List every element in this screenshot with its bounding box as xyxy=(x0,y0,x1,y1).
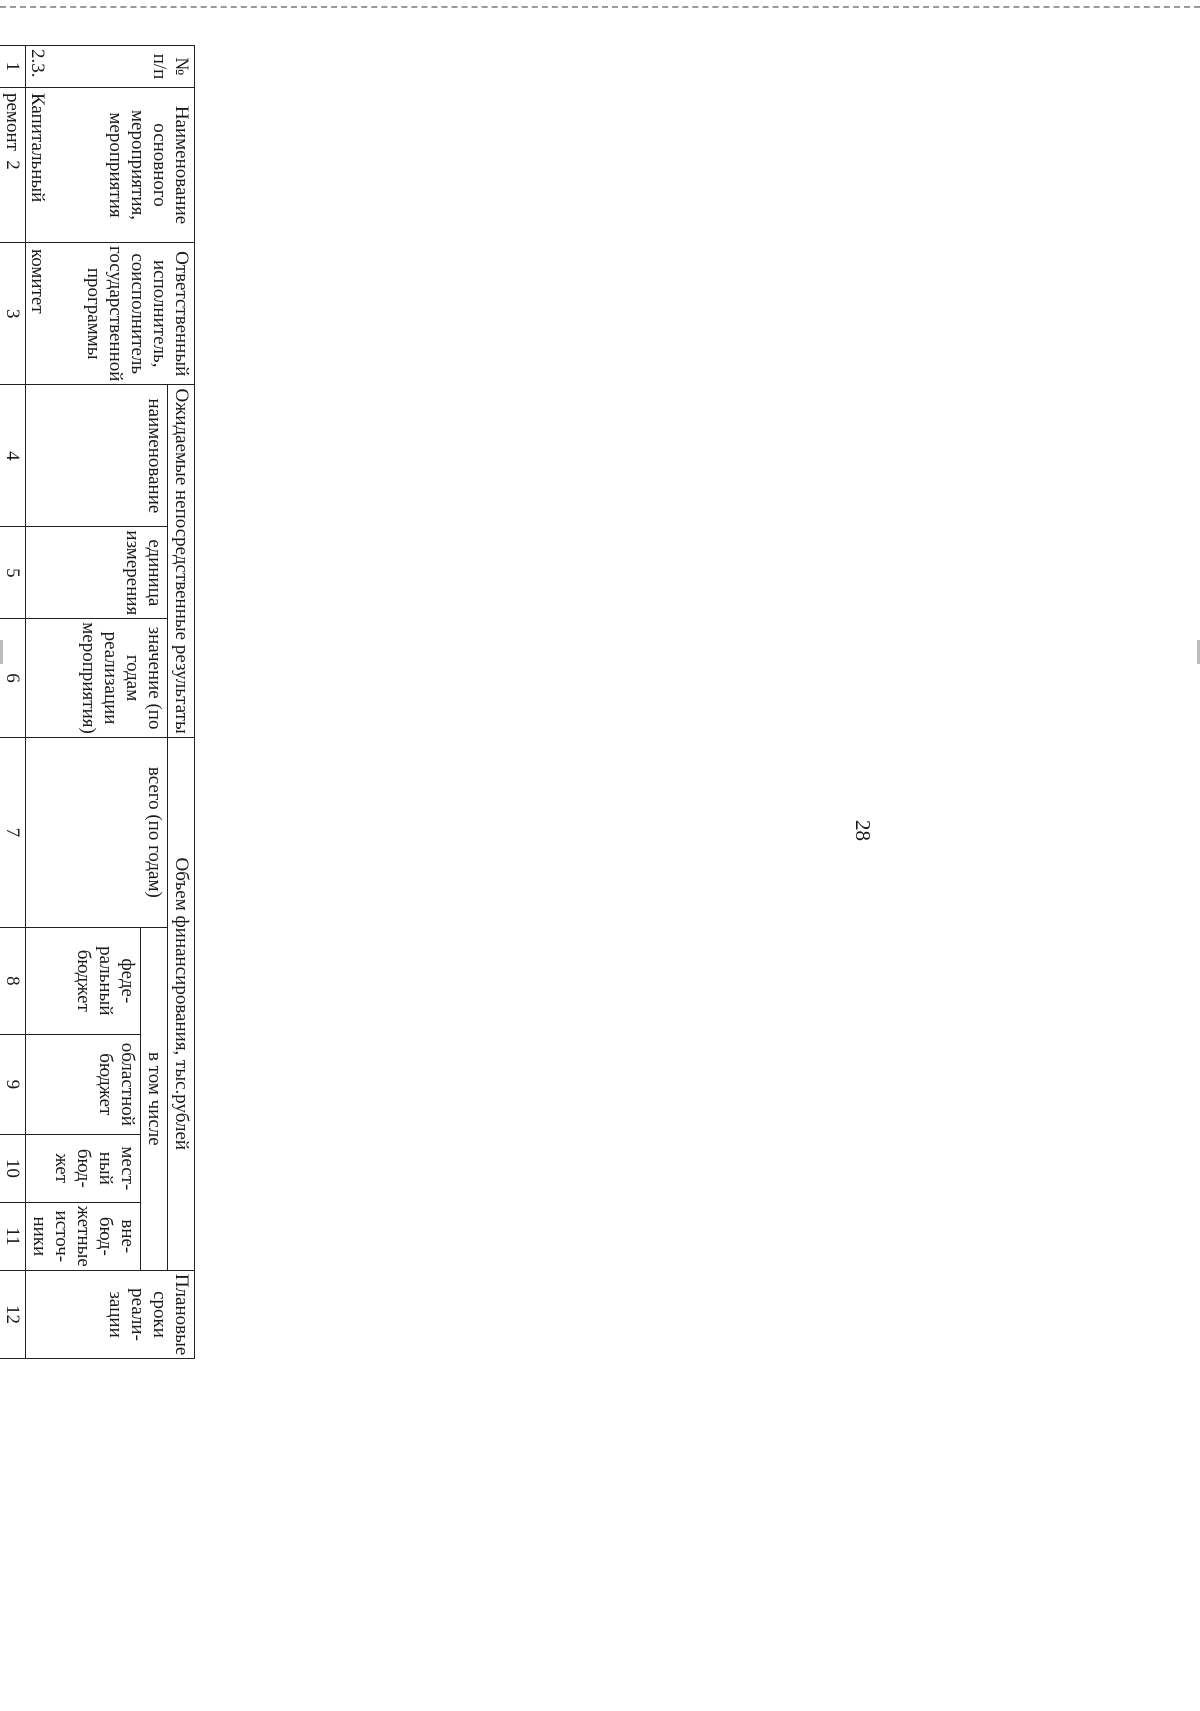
column-number: 9 xyxy=(0,1034,26,1134)
header-col-offbudget: вне-бюд-жетные источ-ники xyxy=(26,1202,141,1270)
row-activity-name: Капитальный ремонт xyxy=(2,93,48,203)
column-number: 5 xyxy=(0,527,26,619)
column-number: 1 xyxy=(0,46,26,88)
column-number: 3 xyxy=(0,243,26,385)
header-col-federal: феде-ральный бюджет xyxy=(26,927,141,1034)
row-number: 2.3. xyxy=(27,49,48,78)
row-executor: комитет xyxy=(27,249,48,314)
header-col-indicator: наименование xyxy=(26,385,168,527)
header-col-unit: единица измерения xyxy=(26,527,168,619)
header-col-name: Наименование основного мероприятия, мероприятия xyxy=(26,88,195,243)
header-col-total: всего (по годам) xyxy=(26,737,168,927)
header-col-num: № п/п xyxy=(26,46,195,88)
header-col-value: значение (по годам реализации мероприятия) xyxy=(26,619,168,738)
page-number: 28 xyxy=(851,820,875,841)
column-number: 4 xyxy=(0,385,26,527)
header-col-local: мест-ный бюд-жет xyxy=(26,1134,141,1202)
column-number: 12 xyxy=(0,1270,26,1358)
column-number: 8 xyxy=(0,927,26,1034)
column-number: 11 xyxy=(0,1202,26,1270)
column-number: 10 xyxy=(0,1134,26,1202)
header-col-executor: Ответственный исполнитель, соисполнитель государственной программы xyxy=(26,243,195,385)
header-col-regional: областной бюджет xyxy=(26,1034,141,1134)
column-number: 6 xyxy=(0,619,26,738)
column-number: 7 xyxy=(0,737,26,927)
column-number: 2 xyxy=(0,88,26,243)
header-group-including: в том числе xyxy=(141,927,168,1270)
header-group-funding: Объем финансирования, тыс.рублей xyxy=(168,737,195,1270)
table-row xyxy=(0,45,50,1625)
header-group-results: Ожидаемые непосредственные результаты xyxy=(168,385,195,737)
header-col-term: Плановые сроки реали-зации xyxy=(26,1270,195,1358)
